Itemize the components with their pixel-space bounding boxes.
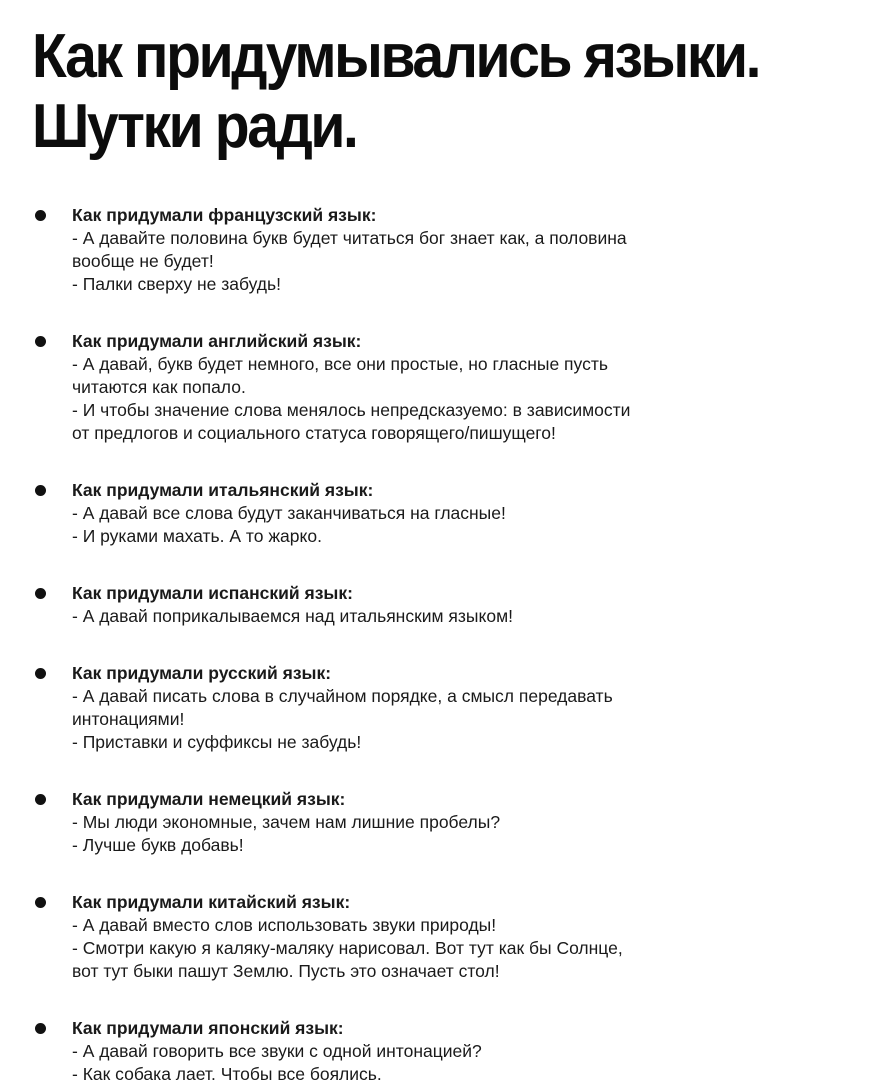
title-line-1: Как придумывались языки. (32, 22, 760, 91)
section-line: - Как собака лает. Чтобы все боялись. (72, 1064, 382, 1084)
section-line: - Лучше букв добавь! (72, 835, 244, 855)
section-line: вот тут быки пашут Землю. Пусть это означает стол! (72, 961, 500, 981)
section-heading: Как придумали французский язык: (72, 205, 377, 225)
section-line: - И чтобы значение слова менялось непредсказуемо: в зависимости (72, 400, 631, 420)
language-section (32, 204, 844, 296)
bullet-icon (35, 794, 46, 805)
bullet-icon (35, 485, 46, 496)
section-line: - Смотри какую я каляку-маляку нарисовал. Вот тут как бы Солнце, (72, 938, 623, 958)
section-line: интонациями! (72, 709, 185, 729)
section-heading: Как придумали итальянский язык: (72, 480, 374, 500)
section-line: - Палки сверху не забудь! (72, 274, 282, 294)
section-line: - А давай, букв будет немного, все они простые, но гласные пусть (72, 354, 608, 374)
page-title (32, 22, 779, 162)
section-line: - А давай вместо слов использовать звуки природы! (72, 915, 497, 935)
section-line: читаются как попало. (72, 377, 246, 397)
section-heading: Как придумали испанский язык: (72, 583, 353, 603)
language-list (32, 204, 844, 1086)
section-heading: Как придумали немецкий язык: (72, 789, 346, 809)
bullet-icon (35, 588, 46, 599)
language-section (32, 582, 844, 628)
section-line: - А давай все слова будут заканчиваться на гласные! (72, 503, 506, 523)
language-section (32, 891, 844, 983)
section-line: - А давай писать слова в случайном порядке, а смысл передавать (72, 686, 613, 706)
section-line: - Приставки и суффиксы не забудь! (72, 732, 362, 752)
section-heading: Как придумали китайский язык: (72, 892, 351, 912)
section-line: от предлогов и социального статуса говорящего/пишущего! (72, 423, 556, 443)
section-line: - А давай поприкалываемся над итальянским языком! (72, 606, 513, 626)
section-line: вообще не будет! (72, 251, 214, 271)
language-section (32, 479, 844, 548)
bullet-icon (35, 1023, 46, 1034)
bullet-icon (35, 210, 46, 221)
section-heading: Как придумали русский язык: (72, 663, 332, 683)
section-heading: Как придумали английский язык: (72, 331, 362, 351)
title-line-2: Шутки ради. (32, 92, 357, 161)
section-line: - А давайте половина букв будет читаться бог знает как, а половина (72, 228, 627, 248)
language-section (32, 330, 844, 445)
bullet-icon (35, 336, 46, 347)
section-heading: Как придумали японский язык: (72, 1018, 344, 1038)
bullet-icon (35, 668, 46, 679)
language-section (32, 788, 844, 857)
section-line: - И руками махать. А то жарко. (72, 526, 322, 546)
language-section (32, 662, 844, 754)
section-line: - Мы люди экономные, зачем нам лишние пробелы? (72, 812, 501, 832)
bullet-icon (35, 897, 46, 908)
section-line: - А давай говорить все звуки с одной интонацией? (72, 1041, 482, 1061)
language-section (32, 1017, 844, 1086)
